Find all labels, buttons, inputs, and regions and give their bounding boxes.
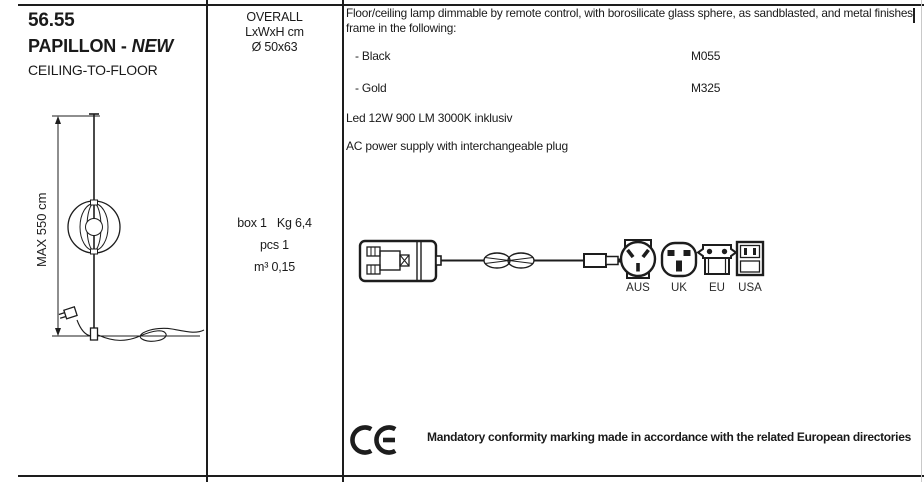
plug-label-usa: USA xyxy=(738,282,762,294)
overall-size: Ø 50x63 xyxy=(251,40,298,54)
overall-spec-block xyxy=(207,10,342,55)
page-right-edge xyxy=(921,0,922,482)
power-supply-line: AC power supply with interchangeable plug xyxy=(346,139,568,153)
finish-code-black: M055 xyxy=(691,49,721,63)
pcs-line: pcs 1 xyxy=(260,238,289,252)
column-divider-2 xyxy=(342,0,344,482)
dc-connector xyxy=(584,254,623,267)
table-bottom-border xyxy=(18,475,924,477)
adapter-brick xyxy=(360,241,436,281)
ce-mark-icon xyxy=(352,422,404,460)
overall-unit: LxWxH cm xyxy=(245,25,304,39)
ce-statement: Mandatory conformity marking made in accordance with the related European directories xyxy=(427,430,911,444)
plug-label-eu: EU xyxy=(709,282,725,294)
plug-icon-aus xyxy=(621,240,655,278)
packaging-spec-block xyxy=(207,212,342,278)
product-name xyxy=(28,36,173,57)
product-subtitle: CEILING-TO-FLOOR xyxy=(28,62,158,78)
product-new-badge: NEW xyxy=(131,36,174,56)
wall-plug xyxy=(58,307,77,321)
max-height-label: MAX 550 cm xyxy=(34,192,49,267)
lamp-base xyxy=(91,328,98,340)
product-name-text: PAPILLON - xyxy=(28,36,127,56)
volume-line: m³ 0,15 xyxy=(254,260,295,274)
box-weight: Kg 6,4 xyxy=(276,216,312,230)
overall-title: OVERALL xyxy=(246,10,303,24)
text-cursor-artifact xyxy=(913,8,915,23)
box-line xyxy=(207,212,342,234)
product-code: 56.55 xyxy=(28,10,75,31)
power-adapter-drawing xyxy=(355,232,780,298)
plug-label-uk: UK xyxy=(671,282,687,294)
floor-cord-loops xyxy=(98,328,204,341)
box-label: box 1 xyxy=(237,216,267,230)
plug-icon-uk xyxy=(662,243,696,276)
plug-icon-eu xyxy=(698,245,736,274)
cable-tie xyxy=(484,253,534,268)
plug-icon-usa xyxy=(737,242,763,275)
finish-label-black: - Black xyxy=(355,49,391,63)
finish-code-gold: M325 xyxy=(691,81,721,95)
power-cord xyxy=(77,320,91,336)
led-spec-line: Led 12W 900 LM 3000K inklusiv xyxy=(346,111,513,125)
finish-label-gold: - Gold xyxy=(355,81,387,95)
lamp-technical-drawing xyxy=(18,102,218,362)
lamp-bulb xyxy=(86,219,103,236)
description-intro: Floor/ceiling lamp dimmable by remote control, with borosilicate glass sphere, as sandblasted, and metal finishes frame in the following: xyxy=(346,6,913,35)
plug-label-aus: AUS xyxy=(626,282,650,294)
